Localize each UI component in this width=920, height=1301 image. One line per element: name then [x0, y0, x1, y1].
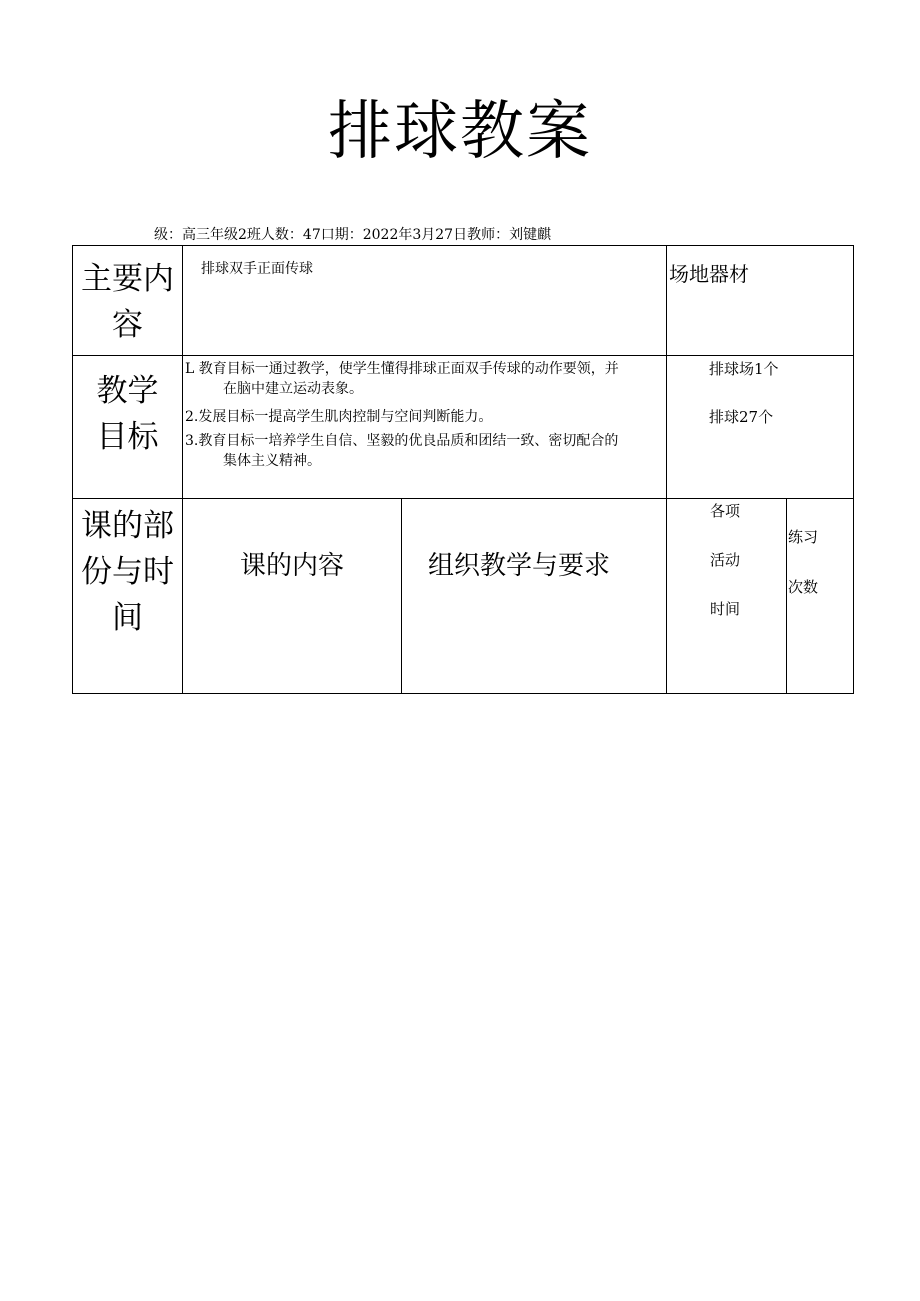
main-content-text: 排球双手正面传球 [201, 261, 313, 277]
page-title: 排球教案 [328, 95, 592, 169]
teaching-objectives-cell [182, 355, 667, 499]
lesson-content-header: 课的内容 [239, 551, 344, 581]
activity-time-header-cell [666, 498, 787, 694]
objective-3-line1: 3.教育目标一培养学生自信、坚毅的优良品质和团结一致、密切配合的 [185, 433, 619, 449]
equipment-item: 排球27个 [709, 408, 774, 426]
equipment-list-cell [666, 355, 854, 499]
count-header-line1: 练习 [788, 528, 819, 546]
equipment-header-label: 场地器材 [669, 262, 749, 286]
teaching-objectives-label-line2: 目标 [96, 419, 159, 455]
objective-item [185, 407, 663, 427]
lesson-part-time-label [72, 498, 183, 694]
organization-header: 组织教学与要求 [428, 551, 611, 581]
lesson-part-label-line2: 份与时 [81, 554, 174, 590]
main-content-cell [182, 245, 667, 356]
time-header-line1: 各项 [710, 502, 741, 520]
time-header-line2: 活动 [710, 551, 741, 569]
equipment-item: 排球场1个 [709, 360, 779, 378]
class-info-line: 级：高三年级2班人数：47口期：2022年3月27日教师：刘键麒 [154, 227, 552, 243]
teaching-objectives-label [72, 355, 183, 499]
lesson-part-label-line1: 课的部 [81, 508, 174, 544]
lesson-content-header-cell [182, 498, 402, 694]
time-header-line3: 时间 [710, 600, 741, 618]
main-content-label [72, 245, 183, 356]
objective-1-line2: 在脑中建立运动表象。 [223, 381, 363, 397]
main-content-label-line1: 主要内 [81, 261, 174, 297]
objective-2-line1: 2.发展目标一提高学生肌肉控制与空间判断能力。 [185, 409, 493, 425]
lesson-part-label-line3: 间 [112, 600, 143, 636]
objective-item [185, 359, 663, 399]
teaching-objectives-label-line1: 教学 [96, 373, 159, 409]
objective-item [185, 431, 663, 471]
practice-count-header-cell [786, 498, 854, 694]
count-header-line2: 次数 [788, 578, 819, 596]
equipment-header-cell [666, 245, 854, 356]
organization-header-cell [401, 498, 667, 694]
objective-3-line2: 集体主义精神。 [223, 453, 321, 469]
main-content-label-line2: 容 [112, 307, 143, 343]
objective-1-line1: L 教育目标一通过教学，使学生懂得排球正面双手传球的动作要领，并 [185, 361, 619, 377]
